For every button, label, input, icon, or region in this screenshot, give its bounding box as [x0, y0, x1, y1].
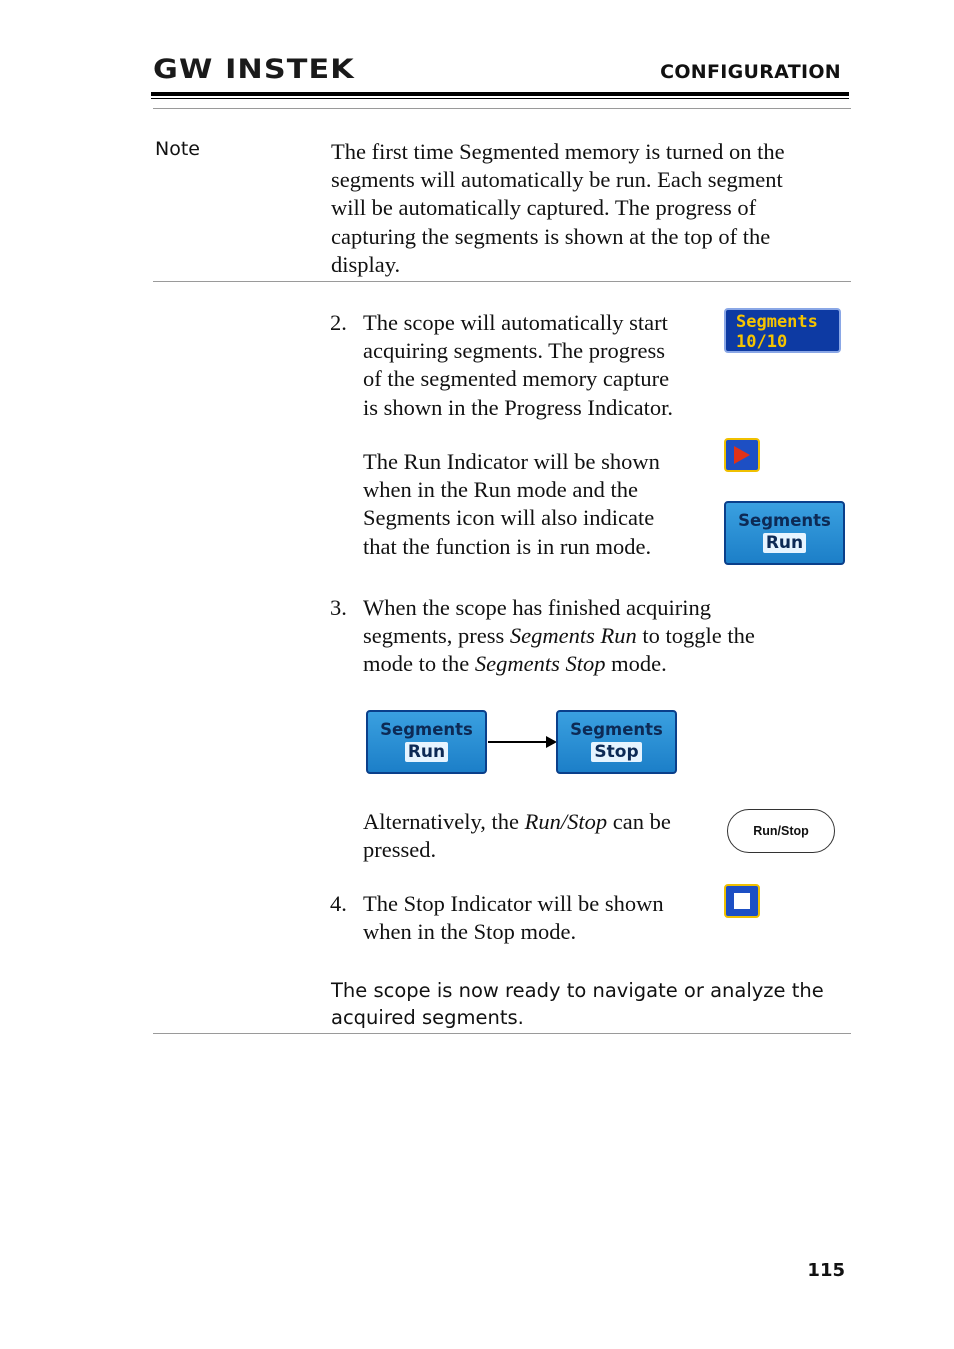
step-3-number: 3. [330, 595, 347, 620]
step-4-line: when in the Stop mode. [363, 919, 577, 945]
step-2-line: acquiring segments. The progress [363, 338, 666, 364]
header-rule-thick [151, 92, 849, 96]
segments-run-softkey[interactable] [724, 501, 845, 565]
note-label: Note [155, 138, 200, 160]
play-triangle-icon [734, 446, 750, 464]
softkey-state: Stop [591, 742, 641, 762]
alternative-text [363, 808, 723, 864]
run-indicator-text [363, 448, 723, 561]
run-indicator-line: Segments icon will also indicate [363, 505, 655, 531]
softkey-title: Segments [570, 720, 663, 739]
run-indicator-line: when in the Run mode and the [363, 477, 638, 503]
segments-run-key[interactable] [366, 710, 487, 774]
note-line: display. [331, 251, 401, 277]
run-indicator-line: that the function is in run mode. [363, 533, 652, 559]
run-indicator-icon [724, 438, 760, 472]
step-3-text [363, 594, 843, 679]
closing-line: acquired segments. [331, 1006, 524, 1029]
toggle-arrow [488, 741, 548, 743]
closing-line: The scope is now ready to navigate or analyze the [331, 979, 824, 1002]
softkey-title: Segments [738, 511, 831, 530]
alternative-line: Alternatively, the Run/Stop can be [363, 809, 671, 834]
step-2-text [363, 309, 723, 422]
header-rule-thin [151, 98, 849, 99]
step-3-line: segments, press Segments Run to toggle the [363, 623, 755, 649]
closing-text [331, 977, 851, 1031]
run-stop-key[interactable]: Run/Stop [727, 809, 835, 853]
note-line: The first time Segmented memory is turned on the [331, 139, 785, 164]
step-2-line: The scope will automatically start [363, 310, 668, 335]
segments-stop-ref: Segments Stop [474, 651, 606, 677]
page-number: 115 [807, 1260, 845, 1281]
step-2-line: of the segmented memory capture [363, 366, 670, 392]
softkey-title: Segments [380, 720, 473, 739]
bottom-divider [153, 1033, 851, 1034]
note-text [331, 138, 851, 279]
note-divider [153, 281, 851, 282]
section-title: CONFIGURATION [660, 61, 841, 83]
stop-indicator-icon [724, 884, 760, 918]
run-indicator-line: The Run Indicator will be shown [363, 449, 660, 474]
step-4-text [363, 890, 723, 946]
note-line: will be automatically captured. The progress of [331, 195, 757, 221]
segments-run-ref: Segments Run [509, 623, 637, 649]
progress-indicator-label: Segments [736, 312, 818, 332]
note-line: segments will automatically be run. Each segment [331, 167, 783, 193]
step-2-number: 2. [330, 310, 347, 335]
segments-stop-key[interactable] [556, 710, 677, 774]
segments-progress-indicator [724, 308, 841, 353]
progress-indicator-count: 10/10 [736, 332, 788, 352]
step-4-number: 4. [330, 891, 347, 916]
step-4-line: The Stop Indicator will be shown [363, 891, 664, 916]
top-divider [153, 108, 851, 109]
step-3-line: mode to the Segments Stop mode. [363, 651, 667, 677]
note-line: capturing the segments is shown at the top of the [331, 223, 771, 249]
gw-instek-logo: GW INSTEK [153, 54, 355, 85]
stop-square-icon [734, 893, 750, 909]
softkey-state: Run [763, 533, 806, 553]
step-2-line: is shown in the Progress Indicator. [363, 394, 673, 420]
softkey-state: Run [405, 742, 448, 762]
step-3-line: When the scope has finished acquiring [363, 595, 712, 620]
alternative-line: pressed. [363, 837, 437, 863]
run-stop-ref: Run/Stop [524, 809, 608, 834]
